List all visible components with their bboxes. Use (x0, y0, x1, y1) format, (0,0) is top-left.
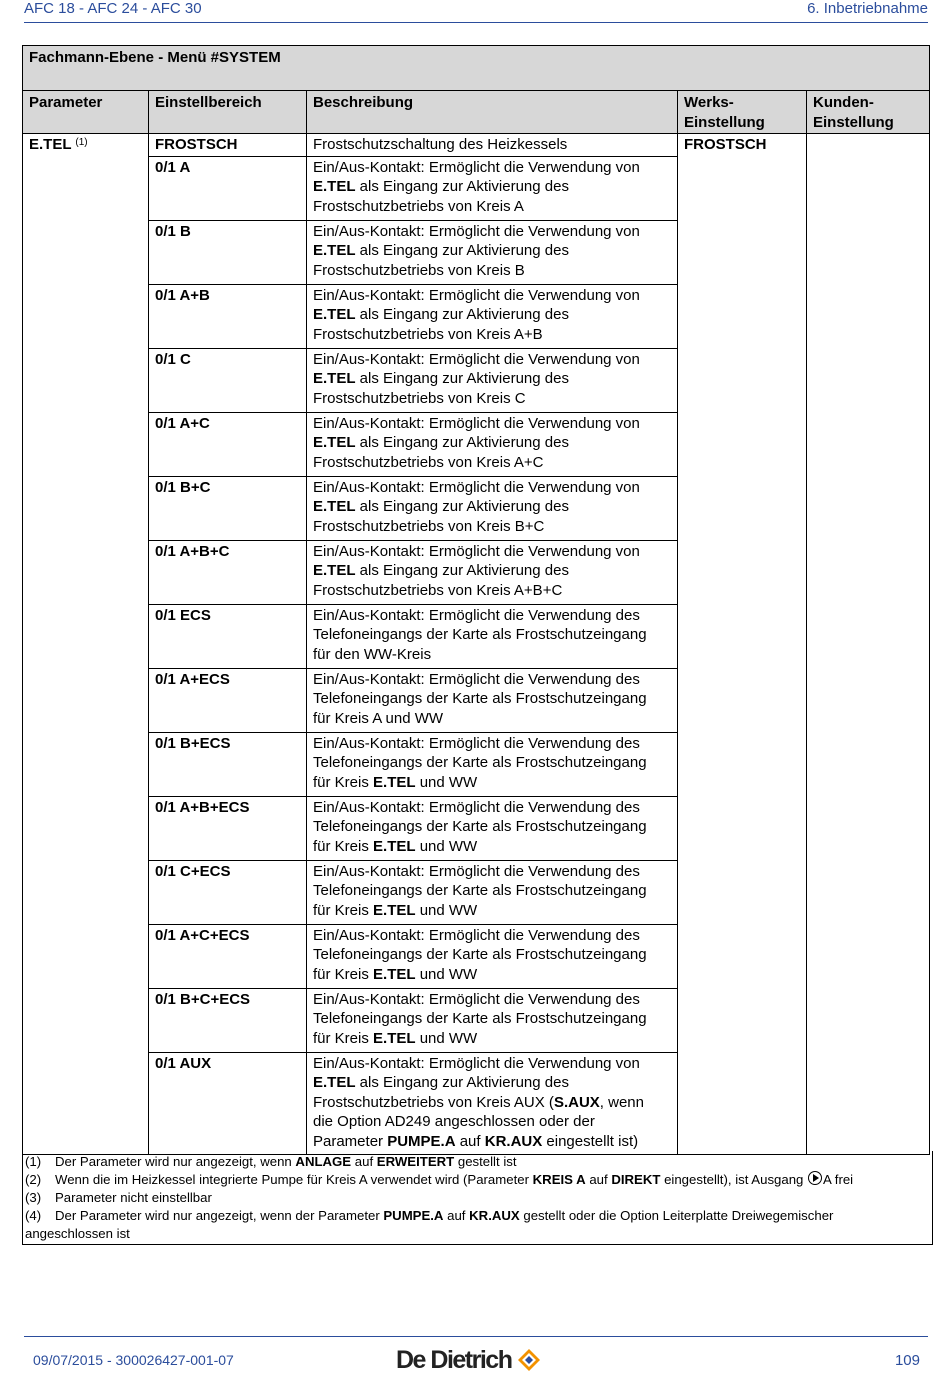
footnotes (22, 1151, 933, 1245)
column-header-description: Beschreibung (307, 91, 678, 134)
kunden-value (807, 134, 930, 1155)
description-cell: Ein/Aus-Kontakt: Ermöglicht die Verwendung des Telefoneingangs der Karte als Frostschutzeingang für den WW-Kreis (307, 604, 678, 668)
column-header-parameter: Parameter (23, 91, 149, 134)
description-cell: Ein/Aus-Kontakt: Ermöglicht die Verwendung von E.TEL als Eingang zur Aktivierung des Frostschutzbetriebs von Kreis C (307, 348, 678, 412)
footer-document-id: 09/07/2015 - 300026427-001-07 (33, 1352, 234, 1368)
description-cell: Ein/Aus-Kontakt: Ermöglicht die Verwendung von E.TEL als Eingang zur Aktivierung des Frostschutzbetriebs von Kreis A+B (307, 284, 678, 348)
header-chapter: 6. Inbetriebnahme (807, 0, 928, 17)
description-cell: Ein/Aus-Kontakt: Ermöglicht die Verwendung des Telefoneingangs der Karte als Frostschutzeingang für Kreis E.TEL und WW (307, 924, 678, 988)
column-header-row (23, 91, 930, 134)
table-row (23, 134, 930, 157)
header-document-title: AFC 18 - AFC 24 - AFC 30 (24, 0, 202, 17)
description-cell: Ein/Aus-Kontakt: Ermöglicht die Verwendung des Telefoneingangs der Karte als Frostschutzeingang für Kreis E.TEL und WW (307, 860, 678, 924)
logo-text: De Dietrich (396, 1345, 512, 1374)
footnote: (2) Wenn die im Heizkessel integrierte Pumpe für Kreis A verwendet wird (Parameter KREIS A auf DIREKT eingestellt), ist Ausgang A frei (25, 1172, 854, 1187)
description-cell: Ein/Aus-Kontakt: Ermöglicht die Verwendung von E.TEL als Eingang zur Aktivierung des Frostschutzbetriebs von Kreis B+C (307, 476, 678, 540)
column-header-werks: Werks- Einstellung (678, 91, 807, 134)
description-cell: Ein/Aus-Kontakt: Ermöglicht die Verwendung von E.TEL als Eingang zur Aktivierung des Frostschutzbetriebs von Kreis A (307, 156, 678, 220)
menu-title: Fachmann-Ebene - Menü #SYSTEM (23, 46, 930, 91)
range-cell: 0/1 B+ECS (149, 732, 307, 796)
system-menu-table (22, 45, 930, 1155)
description-cell: Ein/Aus-Kontakt: Ermöglicht die Verwendung von E.TEL als Eingang zur Aktivierung des Frostschutzbetriebs von Kreis AUX (S.AUX, wenn die Option AD249 angeschlossen oder der Parameter PUMPE.A auf KR.AUX eingestellt ist) (307, 1052, 678, 1154)
range-cell: 0/1 B+C (149, 476, 307, 540)
column-header-kunden: Kunden- Einstellung (807, 91, 930, 134)
description-cell: Ein/Aus-Kontakt: Ermöglicht die Verwendung von E.TEL als Eingang zur Aktivierung des Frostschutzbetriebs von Kreis B (307, 220, 678, 284)
description-cell: Ein/Aus-Kontakt: Ermöglicht die Verwendung des Telefoneingangs der Karte als Frostschutzeingang für Kreis E.TEL und WW (307, 732, 678, 796)
range-cell: 0/1 A+B+ECS (149, 796, 307, 860)
range-cell: 0/1 C (149, 348, 307, 412)
description-cell: Ein/Aus-Kontakt: Ermöglicht die Verwendung des Telefoneingangs der Karte als Frostschutzeingang für Kreis E.TEL und WW (307, 796, 678, 860)
footnote: (4) Der Parameter wird nur angezeigt, wenn der Parameter PUMPE.A auf KR.AUX gestellt oder die Option Leiterplatte Dreiwegemischer angeschlossen ist (25, 1208, 834, 1241)
range-cell: FROSTSCH (149, 134, 307, 157)
range-cell: 0/1 A (149, 156, 307, 220)
range-cell: 0/1 C+ECS (149, 860, 307, 924)
range-cell: 0/1 B+C+ECS (149, 988, 307, 1052)
range-cell: 0/1 AUX (149, 1052, 307, 1154)
logo-diamond-icon (517, 1348, 541, 1372)
werks-value: FROSTSCH (678, 134, 807, 1155)
description-cell: Ein/Aus-Kontakt: Ermöglicht die Verwendung von E.TEL als Eingang zur Aktivierung des Frostschutzbetriebs von Kreis A+B+C (307, 540, 678, 604)
range-cell: 0/1 A+C+ECS (149, 924, 307, 988)
range-cell: 0/1 A+B (149, 284, 307, 348)
range-cell: 0/1 A+C (149, 412, 307, 476)
range-cell: 0/1 B (149, 220, 307, 284)
description-cell: Ein/Aus-Kontakt: Ermöglicht die Verwendung von E.TEL als Eingang zur Aktivierung des Frostschutzbetriebs von Kreis A+C (307, 412, 678, 476)
footnote: (3) Parameter nicht einstellbar (25, 1190, 212, 1205)
range-cell: 0/1 ECS (149, 604, 307, 668)
range-cell: 0/1 A+ECS (149, 668, 307, 732)
brand-logo (396, 1343, 541, 1377)
page-number: 109 (894, 1352, 920, 1369)
range-cell: 0/1 A+B+C (149, 540, 307, 604)
description-cell: Ein/Aus-Kontakt: Ermöglicht die Verwendung des Telefoneingangs der Karte als Frostschutzeingang für Kreis E.TEL und WW (307, 988, 678, 1052)
parameter-cell: E.TEL $^{(1)}$ (23, 134, 149, 1155)
footnote: (1) Der Parameter wird nur angezeigt, wenn ANLAGE auf ERWEITERT gestellt ist (25, 1154, 517, 1169)
play-circle-icon (808, 1171, 822, 1185)
header-divider (24, 22, 928, 23)
footer-divider (24, 1336, 928, 1337)
column-header-range: Einstellbereich (149, 91, 307, 134)
description-cell: Frostschutzschaltung des Heizkessels (307, 134, 678, 157)
description-cell: Ein/Aus-Kontakt: Ermöglicht die Verwendung des Telefoneingangs der Karte als Frostschutzeingang für Kreis A und WW (307, 668, 678, 732)
